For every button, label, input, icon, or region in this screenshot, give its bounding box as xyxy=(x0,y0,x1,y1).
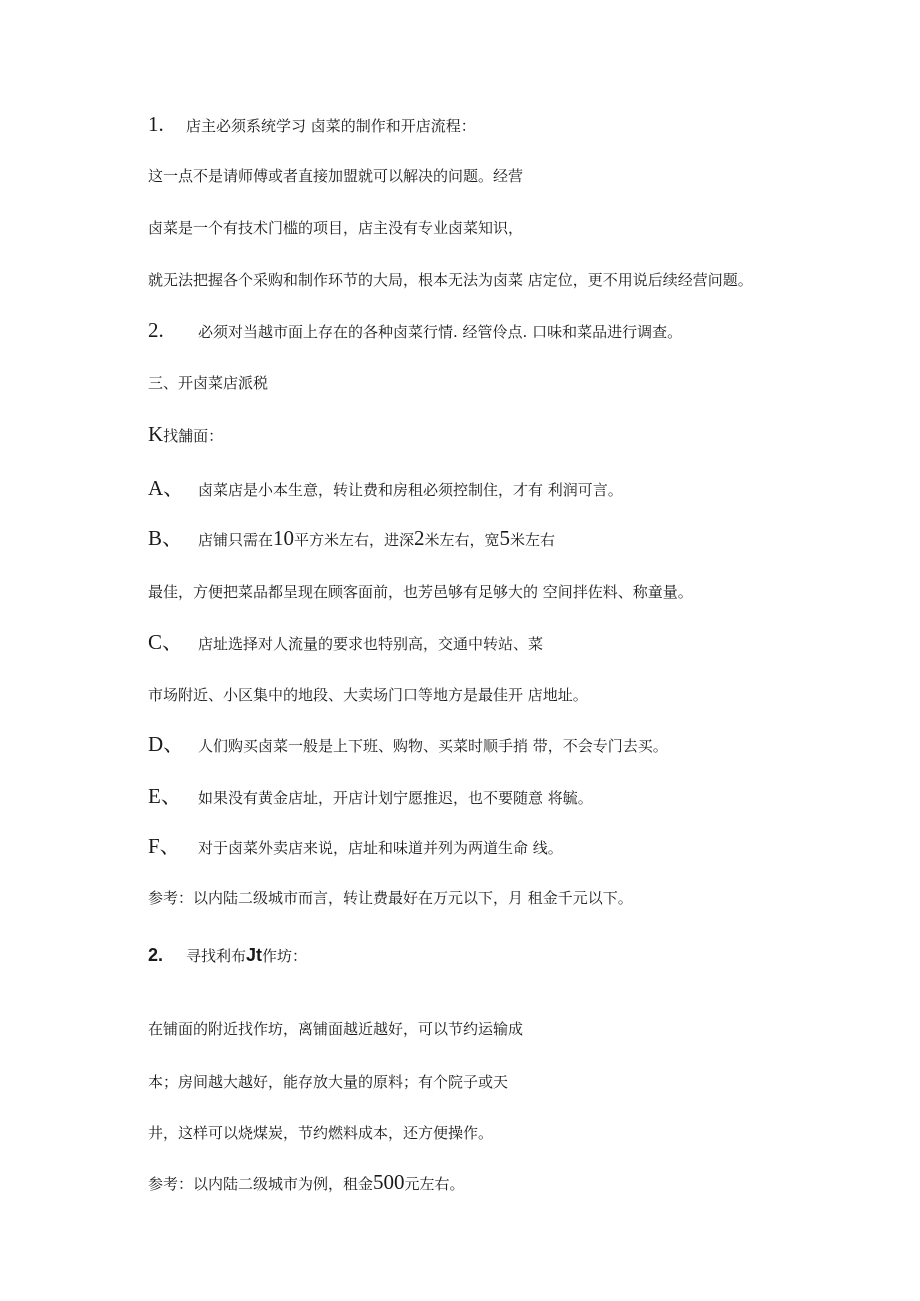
list-text: 如果没有黄金店址，开店计划宁愿推迟，也不要随意 将毓。 xyxy=(198,789,593,807)
list-text: 人们购买卤菜一般是上下班、购物、买菜时顺手捎 带，不会专门去买。 xyxy=(198,737,668,755)
paragraph-line: 就无法把握各个采购和制作环节的大局，根本无法为卤菜 店定位，更不用说后续经营问题。 xyxy=(148,271,753,289)
reference-note: 参考：以内陆二级城市而言，转让费最好在万元以下，月 租金千元以下。 xyxy=(148,889,633,907)
list-item-a xyxy=(148,478,623,500)
section-2-bold: Jt xyxy=(246,945,263,965)
list-text: 卤菜店是小本生意，转让费和房租必须控制住，才有 利润可言。 xyxy=(198,481,623,499)
list-item-c xyxy=(148,632,543,654)
list-item-b xyxy=(148,528,555,550)
item-2-marker: 2. xyxy=(148,318,164,342)
number: 5 xyxy=(499,526,511,550)
section-2-text: 寻找利布 xyxy=(186,947,247,965)
subsection-text: 找舗面： xyxy=(163,427,224,445)
section-2-marker: 2. xyxy=(148,945,164,965)
list-text: 对于卤菜外卖店来说，店址和味道并列为两道生命 线。 xyxy=(198,839,563,857)
list-marker: D、 xyxy=(148,732,185,756)
section-2-heading xyxy=(148,945,307,966)
paragraph-line: 最佳，方便把菜品都呈现在顾客面前，也芳邑够有足够大的 空间拌佐料、称童量。 xyxy=(148,583,693,601)
list-item-d xyxy=(148,734,668,756)
number: 2 xyxy=(414,526,425,550)
reference-text: 元左右。 xyxy=(404,1175,465,1193)
list-text: 店铺只需在 xyxy=(198,531,274,549)
item-1-marker: 1. xyxy=(148,112,164,136)
list-text: 店址选择对人流量的要求也特别高，交通中转站、菜 xyxy=(198,635,544,653)
subsection-prefix: K xyxy=(148,422,164,446)
section-2-text: 作坊： xyxy=(262,947,308,965)
item-2-text: 必须对当越市面上存在的各种卤菜行情. 经管伶点. 口味和菜品进行调查。 xyxy=(198,323,683,341)
subsection-heading xyxy=(148,424,223,446)
paragraph-line: 卤菜是一个有技术门槛的项目，店主没有专业卤菜知识， xyxy=(148,219,524,237)
item-1-text: 店主必须系统学习 卤菜的制作和开店流程： xyxy=(186,117,476,135)
list-text: 米左右，宽 xyxy=(424,531,500,549)
number: 500 xyxy=(373,1170,405,1194)
reference-text: 参考：以内陆二级城市为例，租金 xyxy=(148,1175,374,1193)
list-marker: C、 xyxy=(148,630,184,654)
paragraph-line: 井，这样可以烧煤炭，节约燃料成本，还方便操作。 xyxy=(148,1124,494,1142)
list-marker: A、 xyxy=(148,476,185,500)
paragraph-line: 本；房间越大越好，能存放大量的原料；有个院子或天 xyxy=(148,1073,509,1091)
paragraph-line: 这一点不是请师傅或者直接加盟就可以解决的问题。经营 xyxy=(148,167,524,185)
section-heading: 三、开卤菜店派税 xyxy=(148,374,269,392)
list-item-e xyxy=(148,786,593,808)
paragraph-line: 在铺面的附近找作坊，离铺面越近越好，可以节约运输成 xyxy=(148,1020,524,1038)
list-item-f xyxy=(148,836,563,858)
item-2 xyxy=(148,320,682,342)
reference-note xyxy=(148,1172,465,1194)
list-marker: B、 xyxy=(148,526,184,550)
item-1 xyxy=(148,114,476,136)
paragraph-line: 市场附近、小区集中的地段、大卖场门口等地方是最佳开 店地址。 xyxy=(148,686,588,704)
list-marker: F、 xyxy=(148,834,181,858)
list-text: 米左右 xyxy=(510,531,556,549)
number: 10 xyxy=(273,526,295,550)
list-marker: E、 xyxy=(148,784,182,808)
list-text: 平方米左右，进深 xyxy=(294,531,415,549)
